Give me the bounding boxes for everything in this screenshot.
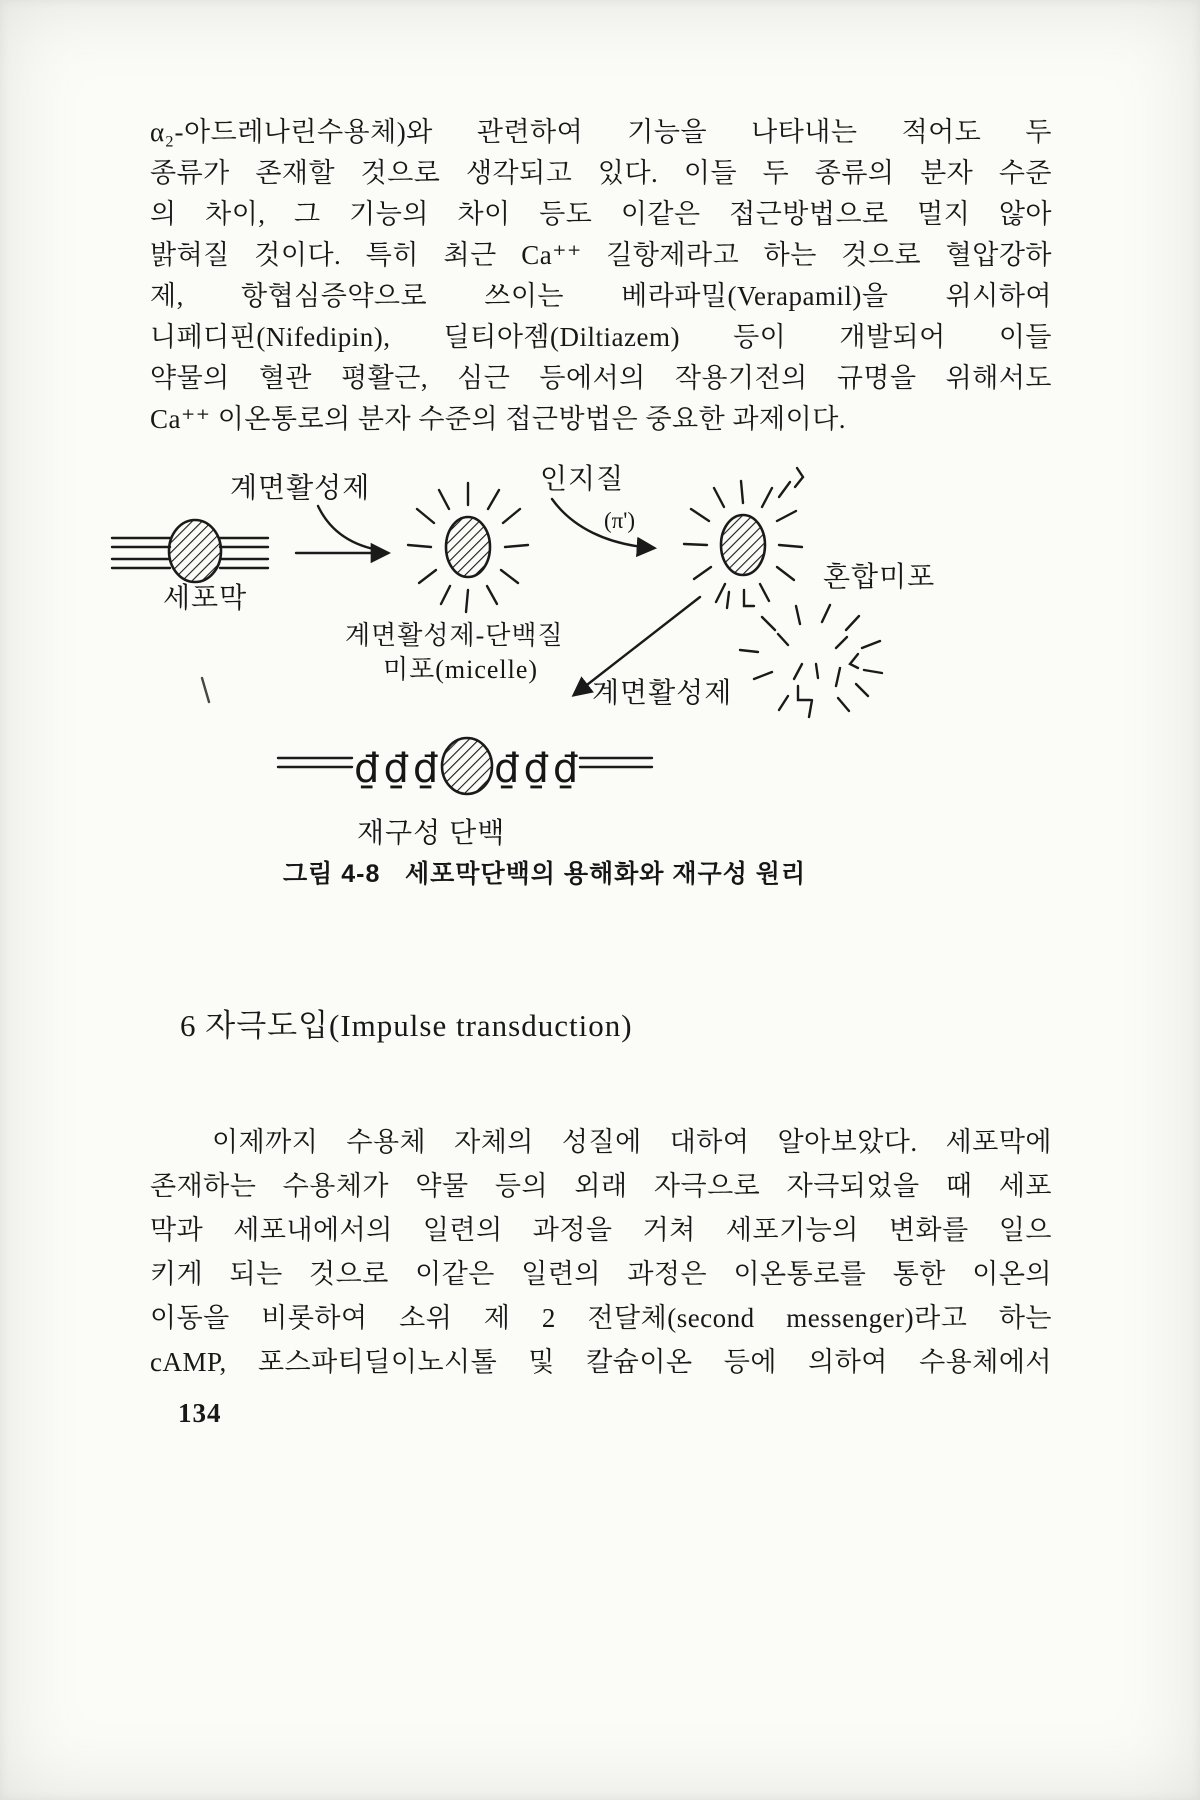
free-surfactant-cluster: [740, 605, 882, 717]
text-line: Ca⁺⁺ 이온통로의 분자 수준의 접근방법은 중요한 과제이다.: [150, 404, 847, 434]
text-line: 제, 항협심증약으로 쓰이는 베라파밀(Verapamil)을 위시하여: [150, 281, 1052, 311]
text-line: 이동을 비롯하여 소위 제 2 전달체(second messenger)라고 하는: [150, 1303, 1052, 1333]
reconstituted-protein-label: 재구성 단백: [357, 818, 506, 849]
mixed-micelle-label: 혼합미포: [823, 562, 936, 593]
surfactant-protein-micelle: [408, 483, 528, 612]
figure-caption-number: 그림 4-8: [283, 860, 381, 888]
page-number: 134: [178, 1398, 222, 1428]
text-line: 막과 세포내에서의 일련의 과정을 거쳐 세포기능의 변화를 일으: [150, 1215, 1052, 1245]
lipid-symbols-right: ₫₫₫: [494, 746, 583, 792]
text-line: 밝혀질 것이다. 특히 최근 Ca⁺⁺ 길항제라고 하는 것으로 혈압강하: [150, 240, 1052, 270]
text-line: 이제까지 수용체 자체의 성질에 대하여 알아보았다. 세포막에: [212, 1127, 1052, 1157]
text-line: 약물의 혈관 평활근, 심근 등에서의 작용기전의 규명을 위해서도: [150, 363, 1052, 393]
text-line: 존재하는 수용체가 약물 등의 외래 자극으로 자극되었을 때 세포: [150, 1171, 1052, 1201]
stray-mark: [202, 678, 209, 702]
text-line: 니페디핀(Nifedipin), 딜티아젬(Diltiazem) 등이 개발되어 이들: [150, 322, 1052, 352]
pi-annotation: (π'): [604, 508, 636, 533]
figure-caption-text: 세포막단백의 용해화와 재구성 원리: [405, 860, 807, 888]
text-line: cAMP, 포스파티딜이노시톨 및 칼슘이온 등에 의하여 수용체에서: [150, 1347, 1052, 1377]
paragraph-top: [150, 112, 1052, 440]
figure-diagram: [80, 455, 960, 900]
text-line: 종류가 존재할 것으로 생각되고 있다. 이들 두 종류의 분자 수준: [150, 158, 1052, 188]
text-line: 키게 되는 것으로 이같은 일련의 과정은 이온통로를 통한 이온의: [150, 1259, 1052, 1289]
section-heading: 6 자극도입(Impulse transduction): [180, 1008, 633, 1043]
reconstituted-membrane-shape: [278, 738, 652, 794]
surfactant-top-label: 계면활성제: [230, 473, 371, 504]
phospholipid-label: 인지질: [540, 464, 625, 495]
paragraph-bottom: [150, 1120, 1052, 1384]
micelle-label-line1: 계면활성제-단백질: [345, 621, 564, 650]
text-line: 의 차이, 그 기능의 차이 등도 이같은 접근방법으로 멀지 않아: [150, 199, 1052, 229]
cell-membrane-shape: [112, 520, 268, 582]
cell-membrane-label: 세포막: [163, 583, 248, 614]
text-line: α₂-아드레나린수용체)와 관련하여 기능을 나타내는 적어도 두: [150, 117, 1052, 147]
micelle-label-line2: 미포(micelle): [383, 655, 539, 684]
surfactant-bottom-label: 계면활성제: [592, 678, 733, 709]
mixed-micelle: [684, 468, 803, 608]
surfactant-arrow: [318, 506, 384, 551]
phospholipid-arrow: [552, 499, 654, 548]
lipid-symbols-left: ₫₫₫: [354, 746, 443, 792]
